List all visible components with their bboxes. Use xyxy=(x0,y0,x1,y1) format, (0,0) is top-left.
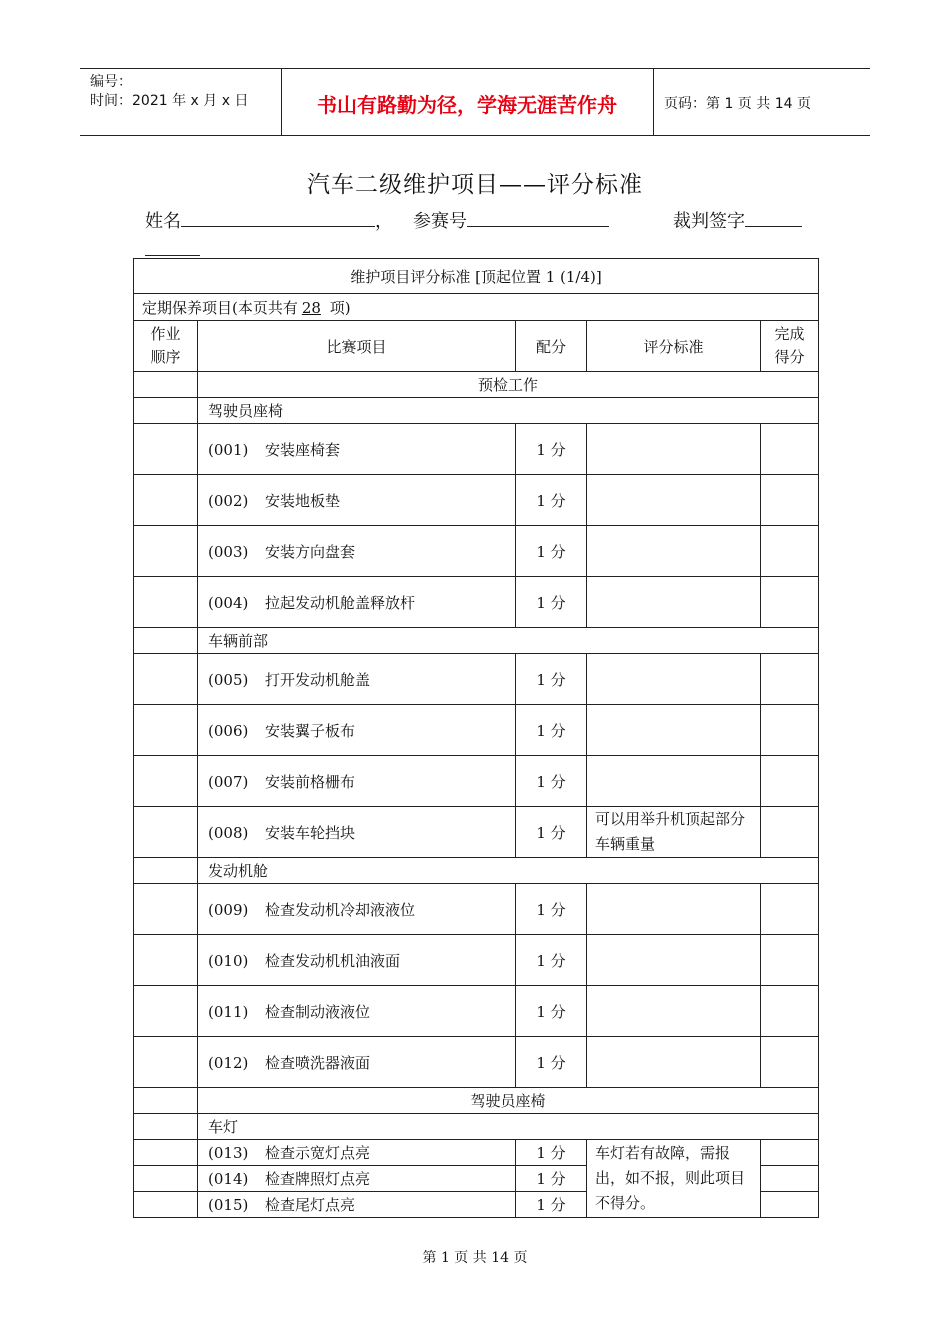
item-name: 安装地板垫 xyxy=(265,491,341,510)
section-row xyxy=(134,372,819,398)
serial-label: 编号： xyxy=(90,74,132,90)
item-number: (012) xyxy=(208,1053,249,1072)
header-earned: 完成 得分 xyxy=(761,321,819,372)
scoring-table xyxy=(133,258,819,1218)
score-cell: 1 分 xyxy=(516,1166,587,1192)
item-cell xyxy=(198,475,516,526)
table-row xyxy=(134,986,819,1037)
item-number: (009) xyxy=(208,900,249,919)
criteria-cell[interactable] xyxy=(587,475,761,526)
item-number: (002) xyxy=(208,491,249,510)
table-row xyxy=(134,577,819,628)
criteria-cell[interactable] xyxy=(587,654,761,705)
item-name: 安装前格栅布 xyxy=(265,772,356,791)
seq-cell[interactable] xyxy=(134,1166,198,1192)
seq-cell[interactable] xyxy=(134,1037,198,1088)
item-name: 检查示宽灯点亮 xyxy=(265,1144,371,1162)
name-blank[interactable] xyxy=(181,208,375,227)
section-title: 驾驶员座椅 xyxy=(198,1088,819,1114)
seq-cell[interactable] xyxy=(134,577,198,628)
criteria-cell[interactable] xyxy=(587,935,761,986)
item-name: 检查尾灯点亮 xyxy=(265,1196,356,1214)
item-number: (010) xyxy=(208,951,249,970)
seq-cell xyxy=(134,628,198,654)
earned-cell[interactable] xyxy=(761,884,819,935)
table-row xyxy=(134,705,819,756)
entry-number-field[interactable] xyxy=(413,207,609,233)
criteria-cell[interactable] xyxy=(587,1037,761,1088)
name-comma: ， xyxy=(375,211,393,232)
page-footer: 第 1 页 共 14 页 xyxy=(422,1250,528,1266)
earned-cell[interactable] xyxy=(761,1192,819,1218)
earned-cell[interactable] xyxy=(761,705,819,756)
item-count: 28 xyxy=(301,298,321,317)
score-cell: 1 分 xyxy=(516,1037,587,1088)
earned-cell[interactable] xyxy=(761,1037,819,1088)
earned-cell[interactable] xyxy=(761,577,819,628)
item-number: (004) xyxy=(208,593,249,612)
item-number: (013) xyxy=(208,1144,249,1162)
judge-signature-field[interactable] xyxy=(673,207,802,233)
item-number: (001) xyxy=(208,440,249,459)
score-cell: 1 分 xyxy=(516,526,587,577)
table-row xyxy=(134,654,819,705)
group-title: 车灯 xyxy=(198,1114,819,1140)
item-cell xyxy=(198,654,516,705)
table-row xyxy=(134,526,819,577)
score-cell: 1 分 xyxy=(516,475,587,526)
seq-cell[interactable] xyxy=(134,884,198,935)
seq-cell[interactable] xyxy=(134,935,198,986)
item-name: 检查喷洗器液面 xyxy=(265,1053,371,1072)
criteria-cell[interactable] xyxy=(587,424,761,475)
table-subcaption-row xyxy=(134,294,819,321)
item-cell xyxy=(198,1192,516,1218)
header-page-info: 页码：第 1 页 共 14 页 xyxy=(664,96,811,112)
table-row xyxy=(134,884,819,935)
criteria-cell[interactable] xyxy=(587,986,761,1037)
earned-cell[interactable] xyxy=(761,807,819,858)
table-row xyxy=(134,424,819,475)
header-meta-cell xyxy=(80,69,282,135)
item-number: (006) xyxy=(208,721,249,740)
criteria-cell[interactable] xyxy=(587,705,761,756)
subcaption-text: 定期保养项目(本页共有 xyxy=(142,298,298,317)
seq-cell[interactable] xyxy=(134,424,198,475)
item-number: (003) xyxy=(208,542,249,561)
criteria-cell[interactable] xyxy=(587,884,761,935)
item-cell xyxy=(198,1140,516,1166)
name-field[interactable] xyxy=(145,207,393,233)
header-seq: 作业 顺序 xyxy=(134,321,198,372)
name-label: 姓名 xyxy=(145,211,181,232)
header-motto: 书山有路勤为径，学海无涯苦作舟 xyxy=(281,69,654,135)
seq-cell[interactable] xyxy=(134,756,198,807)
judge-signature-blank-continued[interactable] xyxy=(145,255,200,256)
earned-cell[interactable] xyxy=(761,475,819,526)
group-row xyxy=(134,1114,819,1140)
item-cell xyxy=(198,577,516,628)
group-row xyxy=(134,858,819,884)
criteria-cell[interactable] xyxy=(587,756,761,807)
item-number: (005) xyxy=(208,670,249,689)
item-name: 检查制动液液位 xyxy=(265,1002,371,1021)
seq-cell[interactable] xyxy=(134,1140,198,1166)
item-cell xyxy=(198,935,516,986)
seq-cell[interactable] xyxy=(134,986,198,1037)
criteria-cell: 可以用举升机顶起部分车辆重量 xyxy=(587,807,761,858)
item-cell xyxy=(198,986,516,1037)
score-cell: 1 分 xyxy=(516,424,587,475)
judge-signature-label: 裁判签字 xyxy=(673,211,745,232)
criteria-cell[interactable] xyxy=(587,577,761,628)
score-cell: 1 分 xyxy=(516,986,587,1037)
item-cell xyxy=(198,526,516,577)
table-row xyxy=(134,1140,819,1166)
item-number: (014) xyxy=(208,1170,249,1188)
score-cell: 1 分 xyxy=(516,705,587,756)
earned-cell[interactable] xyxy=(761,654,819,705)
item-name: 检查发动机冷却液液位 xyxy=(265,900,416,919)
earned-cell[interactable] xyxy=(761,756,819,807)
subcaption-end: 项) xyxy=(324,298,351,317)
group-title: 车辆前部 xyxy=(198,628,819,654)
document-header xyxy=(80,68,870,136)
item-cell xyxy=(198,756,516,807)
table-header-row xyxy=(134,321,819,372)
score-cell: 1 分 xyxy=(516,884,587,935)
item-cell xyxy=(198,884,516,935)
item-number: (008) xyxy=(208,823,249,842)
section-title: 预检工作 xyxy=(198,372,819,398)
group-title: 驾驶员座椅 xyxy=(198,398,819,424)
table-row xyxy=(134,935,819,986)
earned-cell[interactable] xyxy=(761,986,819,1037)
score-cell: 1 分 xyxy=(516,577,587,628)
seq-cell[interactable] xyxy=(134,705,198,756)
table-row xyxy=(134,475,819,526)
table-caption-row xyxy=(134,259,819,294)
item-name: 安装翼子板布 xyxy=(265,721,356,740)
section-row xyxy=(134,1088,819,1114)
seq-cell[interactable] xyxy=(134,807,198,858)
seq-cell[interactable] xyxy=(134,654,198,705)
score-cell: 1 分 xyxy=(516,654,587,705)
item-name: 安装方向盘套 xyxy=(265,542,356,561)
item-name: 安装座椅套 xyxy=(265,440,341,459)
score-cell: 1 分 xyxy=(516,807,587,858)
table-row xyxy=(134,1037,819,1088)
score-cell: 1 分 xyxy=(516,756,587,807)
item-cell xyxy=(198,424,516,475)
earned-cell[interactable] xyxy=(761,1166,819,1192)
seq-cell xyxy=(134,372,198,398)
group-row xyxy=(134,398,819,424)
lights-criteria-cell: 车灯若有故障，需报出，如不报，则此项目不得分。 xyxy=(587,1140,761,1218)
item-cell xyxy=(198,1166,516,1192)
page-title: 汽车二级维护项目——评分标准 xyxy=(307,172,643,198)
header-item: 比赛项目 xyxy=(198,321,516,372)
table-row xyxy=(134,756,819,807)
table-subcaption xyxy=(134,294,819,321)
score-cell: 1 分 xyxy=(516,935,587,986)
seq-cell xyxy=(134,858,198,884)
earned-cell[interactable] xyxy=(761,424,819,475)
table-row xyxy=(134,807,819,858)
seq-cell xyxy=(134,1088,198,1114)
time-label: 时间：2021 年 x 月 x 日 xyxy=(90,93,249,109)
seq-cell[interactable] xyxy=(134,1192,198,1218)
header-criteria: 评分标准 xyxy=(587,321,761,372)
item-cell xyxy=(198,705,516,756)
criteria-cell[interactable] xyxy=(587,526,761,577)
seq-cell[interactable] xyxy=(134,475,198,526)
earned-cell[interactable] xyxy=(761,526,819,577)
item-name: 检查发动机机油液面 xyxy=(265,951,401,970)
table-caption: 维护项目评分标准 [顶起位置 1 (1/4)] xyxy=(134,259,819,294)
seq-cell xyxy=(134,398,198,424)
item-name: 打开发动机舱盖 xyxy=(265,670,371,689)
entry-number-label: 参赛号 xyxy=(413,211,467,232)
score-cell: 1 分 xyxy=(516,1192,587,1218)
item-number: (007) xyxy=(208,772,249,791)
item-number: (015) xyxy=(208,1196,249,1214)
item-name: 安装车轮挡块 xyxy=(265,823,356,842)
item-cell xyxy=(198,807,516,858)
item-name: 检查牌照灯点亮 xyxy=(265,1170,371,1188)
seq-cell xyxy=(134,1114,198,1140)
seq-cell[interactable] xyxy=(134,526,198,577)
group-row xyxy=(134,628,819,654)
score-cell: 1 分 xyxy=(516,1140,587,1166)
earned-cell[interactable] xyxy=(761,935,819,986)
judge-signature-blank[interactable] xyxy=(745,208,802,227)
item-name: 拉起发动机舱盖释放杆 xyxy=(265,593,416,612)
item-number: (011) xyxy=(208,1002,249,1021)
header-score: 配分 xyxy=(516,321,587,372)
entry-number-blank[interactable] xyxy=(467,208,609,227)
earned-cell[interactable] xyxy=(761,1140,819,1166)
item-cell xyxy=(198,1037,516,1088)
group-title: 发动机舱 xyxy=(198,858,819,884)
